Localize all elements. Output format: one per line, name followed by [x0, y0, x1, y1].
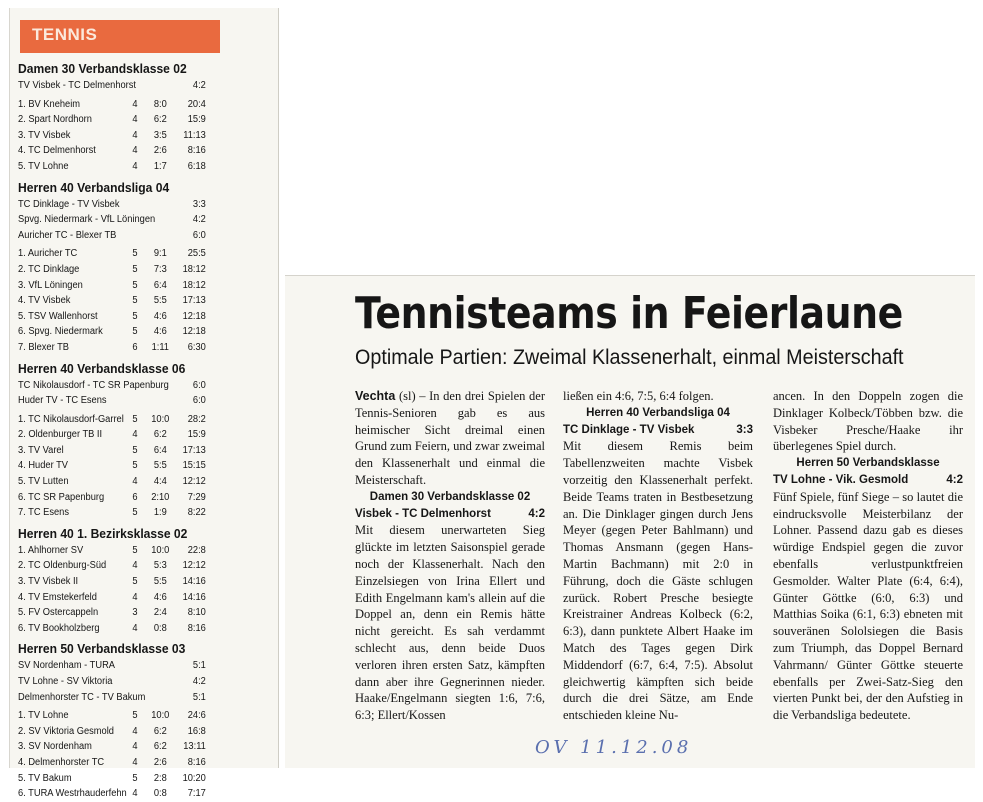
- points: 4:6: [153, 326, 167, 338]
- standings-row: [18, 278, 206, 294]
- match-result: 3:3: [736, 423, 753, 436]
- match-score: 5:1: [192, 660, 206, 672]
- match-result: 4:2: [946, 473, 963, 486]
- league-title: Herren 40 Verbandsklasse 06: [18, 360, 186, 376]
- team-name: 4. Huder TV: [18, 460, 68, 472]
- team-name: 6. TURA Westrhauderfehn: [18, 788, 127, 800]
- points: 1:11: [151, 341, 169, 353]
- match-ratio: 6:18: [187, 160, 206, 172]
- points: 5:5: [153, 460, 167, 472]
- team-name: 2. SV Viktoria Gesmold: [18, 725, 114, 737]
- games-played: 4: [132, 725, 138, 737]
- match-result-row: [18, 378, 206, 394]
- points: 9:1: [153, 248, 167, 260]
- match-teams: SV Nordenham - TURA: [18, 660, 115, 672]
- standings-row: [18, 262, 206, 278]
- games-played: 6: [132, 341, 138, 353]
- article-clipping: [285, 276, 975, 768]
- league-title: Herren 40 1. Bezirksklasse 02: [18, 525, 188, 541]
- standings-row: [18, 246, 206, 262]
- match-score: 3:3: [192, 198, 206, 210]
- standings-row: [18, 505, 206, 521]
- games-played: 4: [132, 145, 138, 157]
- league-title: Damen 30 Verbandsklasse 02: [18, 61, 187, 76]
- team-name: 5. TSV Wallenhorst: [18, 310, 98, 322]
- team-name: 4. TV Emstekerfeld: [18, 591, 97, 603]
- match-ratio: 13:11: [183, 741, 206, 753]
- match-ratio: 18:12: [182, 279, 206, 291]
- standings-row: [18, 97, 206, 113]
- match-ratio: 15:15: [182, 460, 206, 472]
- team-name: 3. TV Varel: [18, 444, 64, 456]
- match-result-row: [18, 197, 206, 213]
- match-result-row: [18, 674, 206, 690]
- standings-row: [18, 324, 206, 340]
- standings-row: [18, 708, 206, 724]
- team-name: 4. TV Visbek: [18, 295, 71, 307]
- match-ratio: 8:16: [187, 145, 206, 157]
- standings-row: [18, 543, 206, 559]
- match-ratio: 12:18: [182, 326, 206, 338]
- match-score: 6:0: [192, 229, 206, 241]
- league-title: Herren 40 Verbandsliga 04: [18, 179, 170, 195]
- match-score: 6:0: [192, 379, 206, 391]
- games-played: 5: [132, 507, 138, 519]
- article-column-3: [773, 388, 963, 724]
- games-played: 5: [132, 279, 138, 291]
- match-ratio: 7:17: [187, 788, 206, 800]
- match-result: 4:2: [528, 507, 545, 520]
- article-subheadline: Optimale Partien: Zweimal Klassenerhalt, einmal Meisterschaft: [355, 346, 904, 369]
- team-name: 1. Ahlhorner SV: [18, 544, 84, 556]
- points: 1:9: [153, 507, 167, 519]
- team-name: 6. TC SR Papenburg: [18, 491, 105, 503]
- tennis-banner-label: TENNIS: [32, 25, 98, 44]
- points: 5:5: [153, 576, 167, 588]
- team-name: 2. TC Oldenburg-Süd: [18, 560, 107, 572]
- games-played: 4: [132, 788, 138, 800]
- games-played: 5: [132, 263, 138, 275]
- match-ratio: 12:18: [182, 310, 206, 322]
- match-ratio: 15:9: [187, 114, 206, 126]
- match-result-row: [18, 658, 206, 674]
- team-name: 6. Spvg. Niedermark: [18, 326, 103, 338]
- points: 4:4: [153, 476, 167, 488]
- match-ratio: 14:16: [182, 591, 206, 603]
- points: 6:4: [153, 444, 167, 456]
- match-teams: TV Visbek - TC Delmenhorst: [18, 80, 137, 91]
- points: 6:2: [153, 725, 167, 737]
- games-played: 5: [132, 710, 138, 722]
- match-teams: TV Lohne - SV Viktoria: [18, 676, 113, 687]
- games-played: 6: [132, 491, 138, 503]
- team-name: 5. TV Lutten: [18, 476, 69, 488]
- match-line: TV Lohne - Vik. Gesmold 4:2: [773, 472, 963, 489]
- match-ratio: 28:2: [187, 413, 206, 425]
- league-section: [18, 180, 206, 356]
- games-played: 4: [132, 591, 138, 603]
- games-played: 5: [132, 444, 138, 456]
- match-score: 4:2: [192, 214, 206, 226]
- standings-row: [18, 574, 206, 590]
- games-played: 4: [132, 429, 138, 441]
- points: 1:7: [153, 160, 167, 172]
- article-paragraph: ließen ein 4:6, 7:5, 6:4 folgen.: [563, 389, 714, 403]
- match-teams: Auricher TC - Blexer TB: [18, 229, 117, 241]
- match-ratio: 8:16: [187, 622, 206, 634]
- match-teams: Delmenhorster TC - TV Bakum: [18, 691, 146, 703]
- article-byline: Vechta: [355, 389, 396, 403]
- standings-row: [18, 128, 206, 144]
- match-result-row: [18, 228, 206, 244]
- points: 5:3: [153, 560, 167, 572]
- standings-row: [18, 771, 206, 787]
- league-title: Herren 50 Verbandsklasse 03: [18, 641, 186, 657]
- match-ratio: 8:16: [187, 756, 206, 768]
- games-played: 4: [132, 160, 138, 172]
- match-ratio: 8:22: [187, 507, 206, 519]
- match-ratio: 14:16: [182, 576, 206, 588]
- games-played: 3: [132, 607, 138, 619]
- standings-row: [18, 474, 206, 490]
- team-name: 5. FV Ostercappeln: [18, 607, 99, 619]
- article-column-1: [355, 388, 545, 724]
- match-ratio: 16:8: [187, 725, 206, 737]
- team-name: 3. TV Visbek: [18, 129, 71, 141]
- standings-row: [18, 458, 206, 474]
- match-score: 4:2: [192, 80, 206, 91]
- standings-row: [18, 739, 206, 755]
- points: 10:0: [151, 710, 170, 722]
- points: 6:2: [153, 114, 167, 126]
- games-played: 4: [132, 98, 138, 110]
- team-name: 7. Blexer TB: [18, 341, 70, 353]
- league-section: [18, 641, 206, 801]
- handwritten-date-note: OV 11.12.08: [535, 737, 693, 758]
- games-played: 5: [132, 772, 138, 784]
- standings-row: [18, 112, 206, 128]
- standings-row: [18, 427, 206, 443]
- match-ratio: 12:12: [182, 560, 206, 572]
- match-ratio: 22:8: [187, 544, 206, 556]
- section-heading: Herren 40 Verbandsliga 04: [586, 406, 730, 419]
- standings-row: [18, 590, 206, 606]
- team-name: 7. TC Esens: [18, 507, 70, 519]
- points: 2:6: [153, 145, 167, 157]
- match-ratio: 7:29: [187, 491, 206, 503]
- standings-row: [18, 443, 206, 459]
- points: 3:5: [153, 129, 167, 141]
- standings-row: [18, 159, 206, 175]
- league-tables: [18, 56, 206, 802]
- match-ratio: 6:30: [187, 341, 206, 353]
- team-name: 2. TC Dinklage: [18, 263, 80, 275]
- standings-row: [18, 412, 206, 428]
- standings-row: [18, 143, 206, 159]
- team-name: 2. Oldenburger TB II: [18, 429, 103, 441]
- section-heading: Herren 50 Verbandsklasse: [796, 457, 940, 470]
- match-line: TC Dinklage - TV Visbek 3:3: [563, 422, 753, 439]
- games-played: 5: [132, 413, 138, 425]
- match-ratio: 17:13: [182, 444, 206, 456]
- match-score: 6:0: [192, 395, 206, 407]
- team-name: 1. BV Kneheim: [18, 98, 81, 110]
- article-headline: Tennisteams in Feierlaune: [355, 288, 903, 339]
- match-teams: Huder TV - TC Esens: [18, 395, 107, 407]
- points: 6:2: [153, 429, 167, 441]
- points: 10:0: [151, 544, 170, 556]
- match-line: Visbek - TC Delmenhorst 4:2: [355, 506, 545, 523]
- article-intro: Vechta (sl) – In den drei Spielen der Tennis-Senioren gab es aus heimischer Sicht dreimal einen Grund zum Feiern, und zwar zweimal den Klassenerhalt und einmal die Meisterschaft.: [355, 389, 545, 487]
- match-ratio: 8:10: [187, 607, 206, 619]
- games-played: 4: [132, 756, 138, 768]
- points: 10:0: [151, 413, 170, 425]
- games-played: 5: [132, 310, 138, 322]
- match-ratio: 24:6: [187, 710, 206, 722]
- games-played: 4: [132, 476, 138, 488]
- match-result-row: [18, 393, 206, 409]
- match-ratio: 20:4: [187, 98, 206, 110]
- match-ratio: 25:5: [187, 248, 206, 260]
- team-name: 5. TV Lohne: [18, 160, 69, 172]
- points: 2:4: [153, 607, 167, 619]
- games-played: 5: [132, 544, 138, 556]
- games-played: 4: [132, 129, 138, 141]
- article-column-2: [563, 388, 753, 724]
- league-section: [18, 526, 206, 637]
- team-name: 1. TC Nikolausdorf-Garrel: [18, 413, 124, 425]
- standings-row: [18, 786, 206, 802]
- article-paragraph: Mit diesem Remis beim Tabellenzweiten machte Visbek vorzeitig den Klassenerhalt perfekt. Beide Teams traten in Bestbesetzung an. Die Dinklager gingen durch Jens Meyer (gegen Peter Bahlmann) und Thomas Ansmann (gegen Hans-Martin Bachmann) mit 2:0 in Führung, doch die Gäste schlugen zurück. Robert Presche besiegte Kreistrainer Andreas Kolbeck (6:2, 6:3), dann punktete Albert Haake im Match des Tages gegen Dirk Middendorf (6:7, 6:4, 7:5). Absolut gleichwertig kämpften sich beide durch die drei Sätze, am Ende entschieden kleine Nu-: [563, 439, 753, 723]
- standings-row: [18, 293, 206, 309]
- points: 0:8: [153, 788, 167, 800]
- games-played: 4: [132, 560, 138, 572]
- match-teams: TC Dinklage - TV Visbek: [18, 198, 120, 210]
- points: 2:10: [151, 491, 170, 503]
- match-teams: Spvg. Niedermark - VfL Löningen: [18, 214, 156, 226]
- match-result-row: [18, 78, 206, 94]
- standings-row: [18, 490, 206, 506]
- match-result-row: [18, 690, 206, 706]
- points: 2:6: [153, 756, 167, 768]
- points: 8:0: [153, 98, 167, 110]
- match-teams: TC Nikolausdorf - TC SR Papenburg: [18, 379, 169, 391]
- match-score: 4:2: [192, 676, 206, 687]
- games-played: 5: [132, 576, 138, 588]
- games-played: 5: [132, 295, 138, 307]
- games-played: 5: [132, 326, 138, 338]
- article-paragraph: Mit diesem unerwarteten Sieg glückte im letzten Saisonspiel gerade noch der Klassenerhalt. Nach den Einzelsiegen von Irina Ellert und Edith Engelmann kam's allein auf die Doppel an, denn ein Remis hätte nicht gereicht. Es sah verdammt schlecht aus, denn beide Duos verloren ihren ersten Satz, kämpften dann aber ihre Gegnerinnen nieder. Haake/Engelmann siegten 1:6, 7:6, 6:3; Ellert/Kossen: [355, 523, 545, 723]
- team-name: 1. Auricher TC: [18, 248, 78, 260]
- points: 2:8: [153, 772, 167, 784]
- points: 7:3: [153, 263, 167, 275]
- standings-clipping: [10, 8, 278, 800]
- team-name: 5. TV Bakum: [18, 772, 72, 784]
- points: 4:6: [153, 591, 167, 603]
- standings-row: [18, 309, 206, 325]
- match-ratio: 12:12: [182, 476, 206, 488]
- games-played: 5: [132, 460, 138, 472]
- match-ratio: 17:13: [182, 295, 206, 307]
- article-paragraph: ancen. In den Doppeln zogen die Dinklager Kolbeck/Többen bzw. die Visbeker Presche/Haake ihr überlegenes Spiel durch.: [773, 389, 963, 454]
- games-played: 5: [132, 248, 138, 260]
- points: 6:4: [153, 279, 167, 291]
- match-score: 5:1: [192, 691, 206, 703]
- league-section: [18, 61, 206, 175]
- team-name: 3. VfL Löningen: [18, 279, 83, 291]
- match-ratio: 18:12: [182, 263, 206, 275]
- points: 4:6: [153, 310, 167, 322]
- team-name: 3. SV Nordenham: [18, 741, 92, 753]
- league-section: [18, 361, 206, 521]
- match-ratio: 11:13: [183, 129, 206, 141]
- section-heading: Damen 30 Verbandsklasse 02: [369, 490, 531, 503]
- article-paragraph: Fünf Spiele, fünf Siege – so lautet die eindrucksvolle Meisterbilanz der Lohner. Passend dazu gab es dieses würdige Endspiel gegen die zuvor ebenfalls verlustpunktfreien Gesmolder. Walter Plate (6:4, 6:4), Günter Göttke (6:0, 6:3) und Matthias Soika (6:1, 6:3) ebneten mit souveränen Sololsiegen die Basis zum Triumph, das Doppel Bernard Vahrmann/ Günter Göttke steuerte ebenfalls per Zwei-Satz-Sieg den vierten Punkt bei, der den Aufstieg in die Verbandsliga bedeutete.: [773, 489, 963, 723]
- points: 5:5: [153, 295, 167, 307]
- team-name: 6. TV Bookholzberg: [18, 622, 100, 634]
- standings-row: [18, 621, 206, 637]
- points: 0:8: [153, 622, 167, 634]
- standings-row: [18, 605, 206, 621]
- tennis-banner: [20, 20, 220, 53]
- match-result-row: [18, 212, 206, 228]
- team-name: 4. TC Delmenhorst: [18, 145, 96, 157]
- standings-row: [18, 724, 206, 740]
- team-name: 3. TV Visbek II: [18, 576, 79, 588]
- team-name: 1. TV Lohne: [18, 710, 69, 722]
- games-played: 4: [132, 622, 138, 634]
- match-ratio: 10:20: [182, 772, 206, 784]
- team-name: 2. Spart Nordhorn: [18, 114, 92, 126]
- standings-row: [18, 558, 206, 574]
- team-name: 4. Delmenhorster TC: [18, 756, 105, 768]
- standings-row: [18, 755, 206, 771]
- games-played: 4: [132, 741, 138, 753]
- games-played: 4: [132, 114, 138, 126]
- match-ratio: 15:9: [187, 429, 206, 441]
- points: 6:2: [153, 741, 167, 753]
- standings-row: [18, 340, 206, 356]
